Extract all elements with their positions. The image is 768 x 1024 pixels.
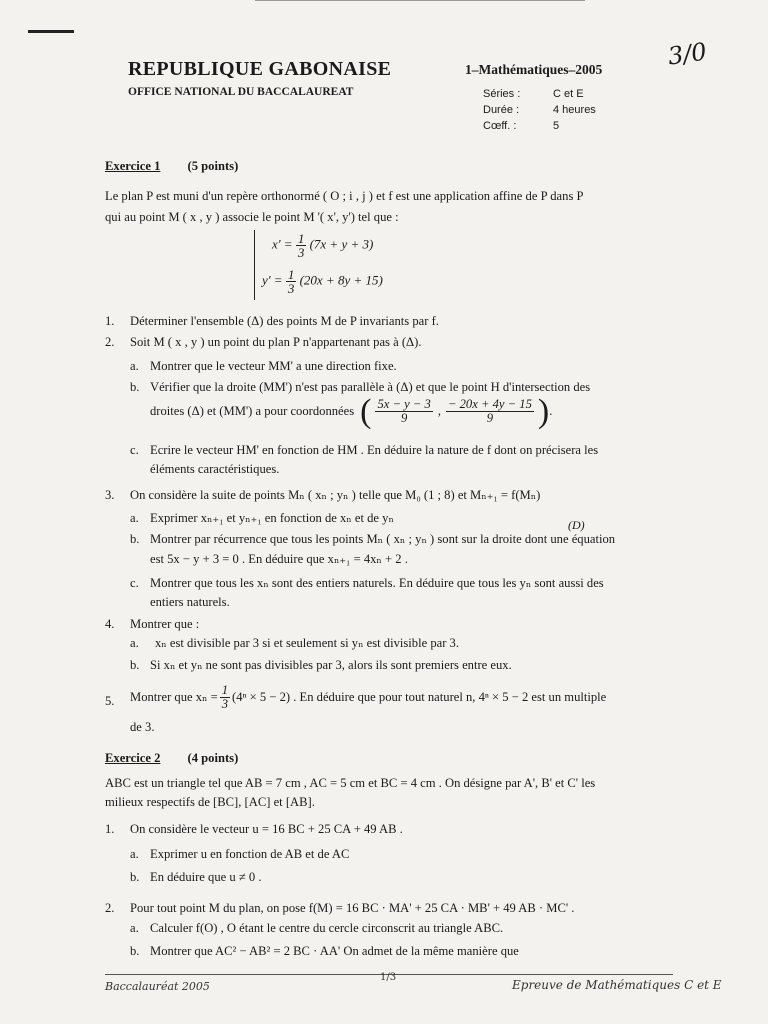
system-line-2 [262, 268, 383, 295]
question-3a: Exprimer xₙ₊₁ et yₙ₊₁ en fonction de xₙ et de yₙ [150, 511, 394, 525]
frac-den: 9 [486, 411, 494, 425]
q-number: 1. [105, 314, 115, 328]
ex2-intro-1: ABC est un triangle tel que AB = 7 cm , AC = 5 cm et BC = 4 cm . On désigne par A', B' et C' les [105, 776, 596, 790]
q-number: 5. [105, 694, 115, 708]
sub-letter: b. [130, 944, 140, 958]
handwritten-d: (D) [568, 518, 585, 532]
frac-den: 3 [287, 281, 295, 296]
frac-num: 1 [221, 683, 229, 697]
q5-text-b: (4ⁿ × 5 − 2) . En déduire que pour tout naturel n, 4ⁿ × 5 − 2 est un multiple [232, 690, 607, 704]
frac-den: 9 [400, 411, 408, 425]
sub-letter: a. [130, 636, 139, 650]
sub-letter: a. [130, 359, 139, 373]
country-title: REPUBLIQUE GABONAISE [128, 58, 392, 80]
exam-meta [483, 86, 596, 134]
meta-label: Séries : [483, 88, 521, 100]
question-2: Soit M ( x , y ) un point du plan P n'appartenant pas à (Δ). [130, 335, 422, 349]
comma: , [437, 404, 441, 418]
scan-rule [255, 0, 585, 1]
fraction [375, 398, 432, 425]
fraction [296, 232, 307, 259]
frac-num: 1 [287, 267, 295, 282]
question-4: Montrer que : [130, 617, 200, 631]
sub-letter: b. [130, 870, 140, 884]
ex1-intro-1: Le plan P est muni d'un repère orthonormé ( O ; i , j ) et f est une application affine de P dans P [105, 189, 584, 203]
ex1-intro-2: qui au point M ( x , y ) associe le point M '( x', y') tel que : [105, 210, 399, 224]
ex2-question-1b: En déduire que u ≠ 0 . [150, 870, 262, 884]
fraction [446, 398, 534, 425]
ex2-intro-2: milieux respectifs de [BC], [AC] et [AB]. [105, 795, 315, 809]
fraction [286, 268, 297, 295]
ex2-question-2b: Montrer que AC² − AB² = 2 BC · AA' On admet de la même manière que [150, 944, 519, 958]
question-1: Déterminer l'ensemble (Δ) des points M de P invariants par f. [130, 314, 439, 328]
sub-letter: a. [130, 921, 139, 935]
frac-num: − 20x + 4y − 15 [447, 397, 532, 411]
sys-rhs: (20x + 8y + 15) [299, 272, 383, 288]
q-number: 2. [105, 335, 115, 349]
header-right [465, 62, 602, 78]
meta-value: 5 [553, 120, 560, 132]
system-line-1 [272, 232, 373, 259]
right-paren: ) [537, 393, 550, 430]
meta-label: Cœff. : [483, 120, 517, 132]
question-2b-line1: Vérifier que la droite (MM') n'est pas parallèle à (Δ) et que le point H d'intersection des [150, 380, 591, 394]
question-3b-line2: est 5x − y + 3 = 0 . En déduire que xₙ₊₁ = 4xₙ + 2 . [150, 552, 408, 566]
scan-mark [28, 30, 74, 33]
frac-den: 3 [221, 697, 229, 711]
question-2b-line2 [150, 393, 553, 430]
sub-letter: b. [130, 658, 140, 672]
q-number: 4. [105, 617, 115, 631]
question-4b: Si xₙ et yₙ ne sont pas divisibles par 3, alors ils sont premiers entre eux. [150, 658, 512, 672]
question-2a: Montrer que le vecteur MM' a une direction fixe. [150, 359, 397, 373]
question-3c-line2: entiers naturels. [150, 595, 230, 609]
fraction [220, 684, 230, 711]
footer-right: Epreuve de Mathématiques C et E [512, 978, 722, 992]
page-number: 1/3 [380, 972, 397, 983]
q-number: 3. [105, 488, 115, 502]
sys-lhs: y' = [262, 272, 283, 288]
header-left [128, 58, 391, 98]
question-3c-line1: Montrer que tous les xₙ sont des entiers naturels. En déduire que tous les yₙ sont aussi des [150, 576, 604, 590]
footer-left: Baccalauréat 2005 [105, 980, 210, 993]
ex2-question-1: On considère le vecteur u = 16 BC + 25 CA + 49 AB . [130, 822, 403, 836]
exercise-2-heading [105, 751, 238, 766]
meta-value: 4 heures [553, 104, 596, 116]
sub-letter: c. [130, 576, 139, 590]
sub-letter: b. [130, 380, 140, 394]
meta-label: Durée : [483, 104, 520, 116]
subject-title: 1–Mathématiques–2005 [465, 62, 603, 77]
question-5-line2: de 3. [130, 720, 155, 734]
sub-letter: a. [130, 847, 139, 861]
handwritten-mark: 3/0 [666, 37, 709, 71]
frac-num: 5x − y − 3 [377, 397, 431, 411]
left-paren: ( [360, 393, 372, 430]
question-3b-line1: Montrer par récurrence que tous les points Mₙ ( xₙ ; yₙ ) sont sur la droite dont une équation [150, 532, 616, 546]
question-5 [130, 684, 606, 711]
q2b-text: droites (Δ) et (MM') a pour coordonnées [150, 404, 355, 418]
question-2c-line1: Ecrire le vecteur HM' en fonction de HM . En déduire la nature de f dont on précisera les [150, 443, 599, 457]
sub-letter: a. [130, 511, 139, 525]
question-3: On considère la suite de points Mₙ ( xₙ ; yₙ ) telle que M₀ (1 ; 8) et Mₙ₊₁ = f(Mₙ) [130, 488, 541, 502]
ex2-question-2a: Calculer f(O) , O étant le centre du cercle circonscrit au triangle ABC. [150, 921, 504, 935]
exercise-title: Exercice 1 [105, 159, 161, 173]
exercise-title: Exercice 2 [105, 751, 161, 765]
exercise-points: (4 points) [187, 751, 239, 765]
ex2-question-2: Pour tout point M du plan, on pose f(M) = 16 BC · MA' + 25 CA · MB' + 49 AB · MC' . [130, 901, 575, 915]
sys-lhs: x' = [272, 236, 293, 252]
exercise-1-heading [105, 159, 238, 174]
period: . [549, 404, 553, 418]
meta-value: C et E [553, 88, 584, 100]
question-4a: xₙ est divisible par 3 si et seulement si yₙ est divisible par 3. [155, 636, 460, 650]
frac-den: 3 [297, 245, 305, 260]
q-number: 2. [105, 901, 115, 915]
frac-num: 1 [297, 231, 305, 246]
office-title: OFFICE NATIONAL DU BACCALAUREAT [128, 86, 354, 98]
question-2c-line2: éléments caractéristiques. [150, 462, 280, 476]
q5-text-a: Montrer que xₙ = [130, 690, 218, 704]
sub-letter: c. [130, 443, 139, 457]
exercise-points: (5 points) [187, 159, 239, 173]
ex2-question-1a: Exprimer u en fonction de AB et de AC [150, 847, 350, 861]
sys-rhs: (7x + y + 3) [309, 236, 374, 252]
q-number: 1. [105, 822, 115, 836]
sub-letter: b. [130, 532, 140, 546]
